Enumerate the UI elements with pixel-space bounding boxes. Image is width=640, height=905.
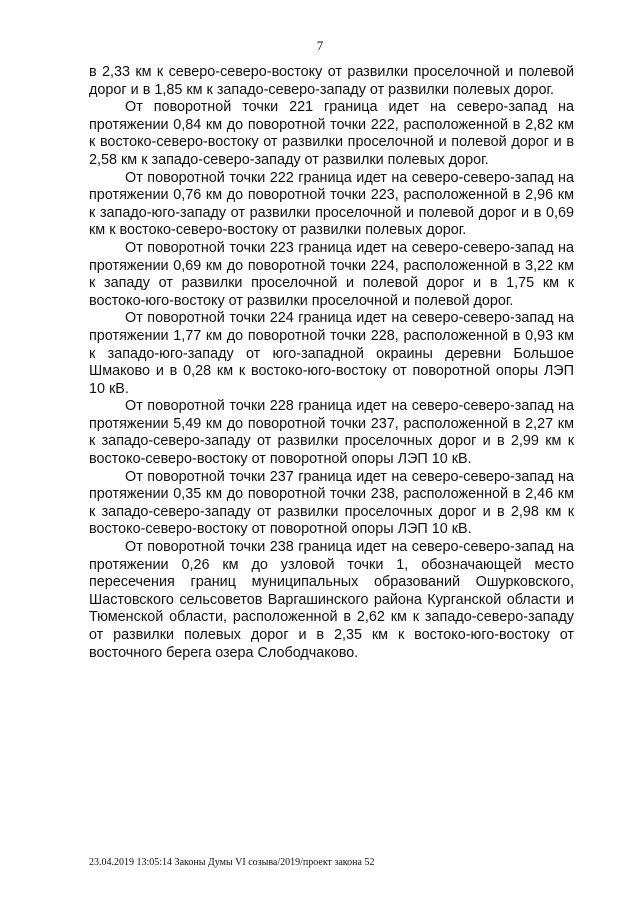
paragraph: От поворотной точки 237 граница идет на северо-северо-запад на протяжении 0,35 км до поворотной точки 238, расположенной в 2,46 км к западо-северо-западу от развилки проселочных дорог и в 2,98 км к востоко-северо-востоку от поворотной опоры ЛЭП 10 кВ. (89, 468, 574, 538)
paragraph: От поворотной точки 222 граница идет на северо-северо-запад на протяжении 0,76 км до поворотной точки 223, расположенной в 2,96 км к западо-юго-западу от развилки проселочной и полевой дорог и в 0,69 км к востоко-северо-востоку от развилки полевых дорог. (89, 169, 574, 239)
paragraph: в 2,33 км к северо-северо-востоку от развилки проселочной и полевой дорог и в 1,85 км к западо-северо-западу от развилки полевых дорог. (89, 64, 574, 98)
paragraph: От поворотной точки 228 граница идет на северо-северо-запад на протяжении 5,49 км до поворотной точки 237, расположенной в 2,27 км к западо-северо-западу от развилки проселочных дорог и в 2,99 км к востоко-северо-востоку от поворотной опоры ЛЭП 10 кВ. (89, 398, 574, 468)
document-footer: 23.04.2019 13:05:14 Законы Думы VI созыва/2019/проект закона 52 (89, 857, 375, 868)
paragraph: От поворотной точки 224 граница идет на северо-северо-запад на протяжении 1,77 км до поворотной точки 228, расположенной в 0,93 км к западо-юго-западу от юго-западной окраины деревни Большое Шмаково и в 0,28 км к востоко-юго-востоку от поворотной опоры ЛЭП 10 кВ. (89, 310, 574, 397)
document-body (89, 64, 574, 662)
paragraph: От поворотной точки 221 граница идет на северо-запад на протяжении 0,84 км до поворотной точки 222, расположенной в 2,82 км к востоко-северо-востоку от развилки проселочной и полевой дорог и в 2,58 км к западо-северо-западу от развилки полевых дорог. (89, 99, 574, 168)
page-number: 7 (316, 38, 324, 53)
paragraph: От поворотной точки 238 граница идет на северо-северо-запад на протяжении 0,26 км до узловой точки 1, обозначающей место пересечения границ муниципальных образований Ошурковского, Шастовского сельсоветов Варгашинского района Курганской области и Тюменской области, расположенной в 2,62 км к западо-северо-западу от развилки полевых дорог и в 2,35 км к востоко-юго-востоку от восточного берега озера Слободчаково. (89, 539, 574, 661)
paragraph: От поворотной точки 223 граница идет на северо-северо-запад на протяжении 0,69 км до поворотной точки 224, расположенной в 3,22 км к западу от развилки проселочной и полевой дорог и в 1,75 км к востоко-юго-востоку от развилки проселочной и полевой дорог. (89, 239, 574, 309)
